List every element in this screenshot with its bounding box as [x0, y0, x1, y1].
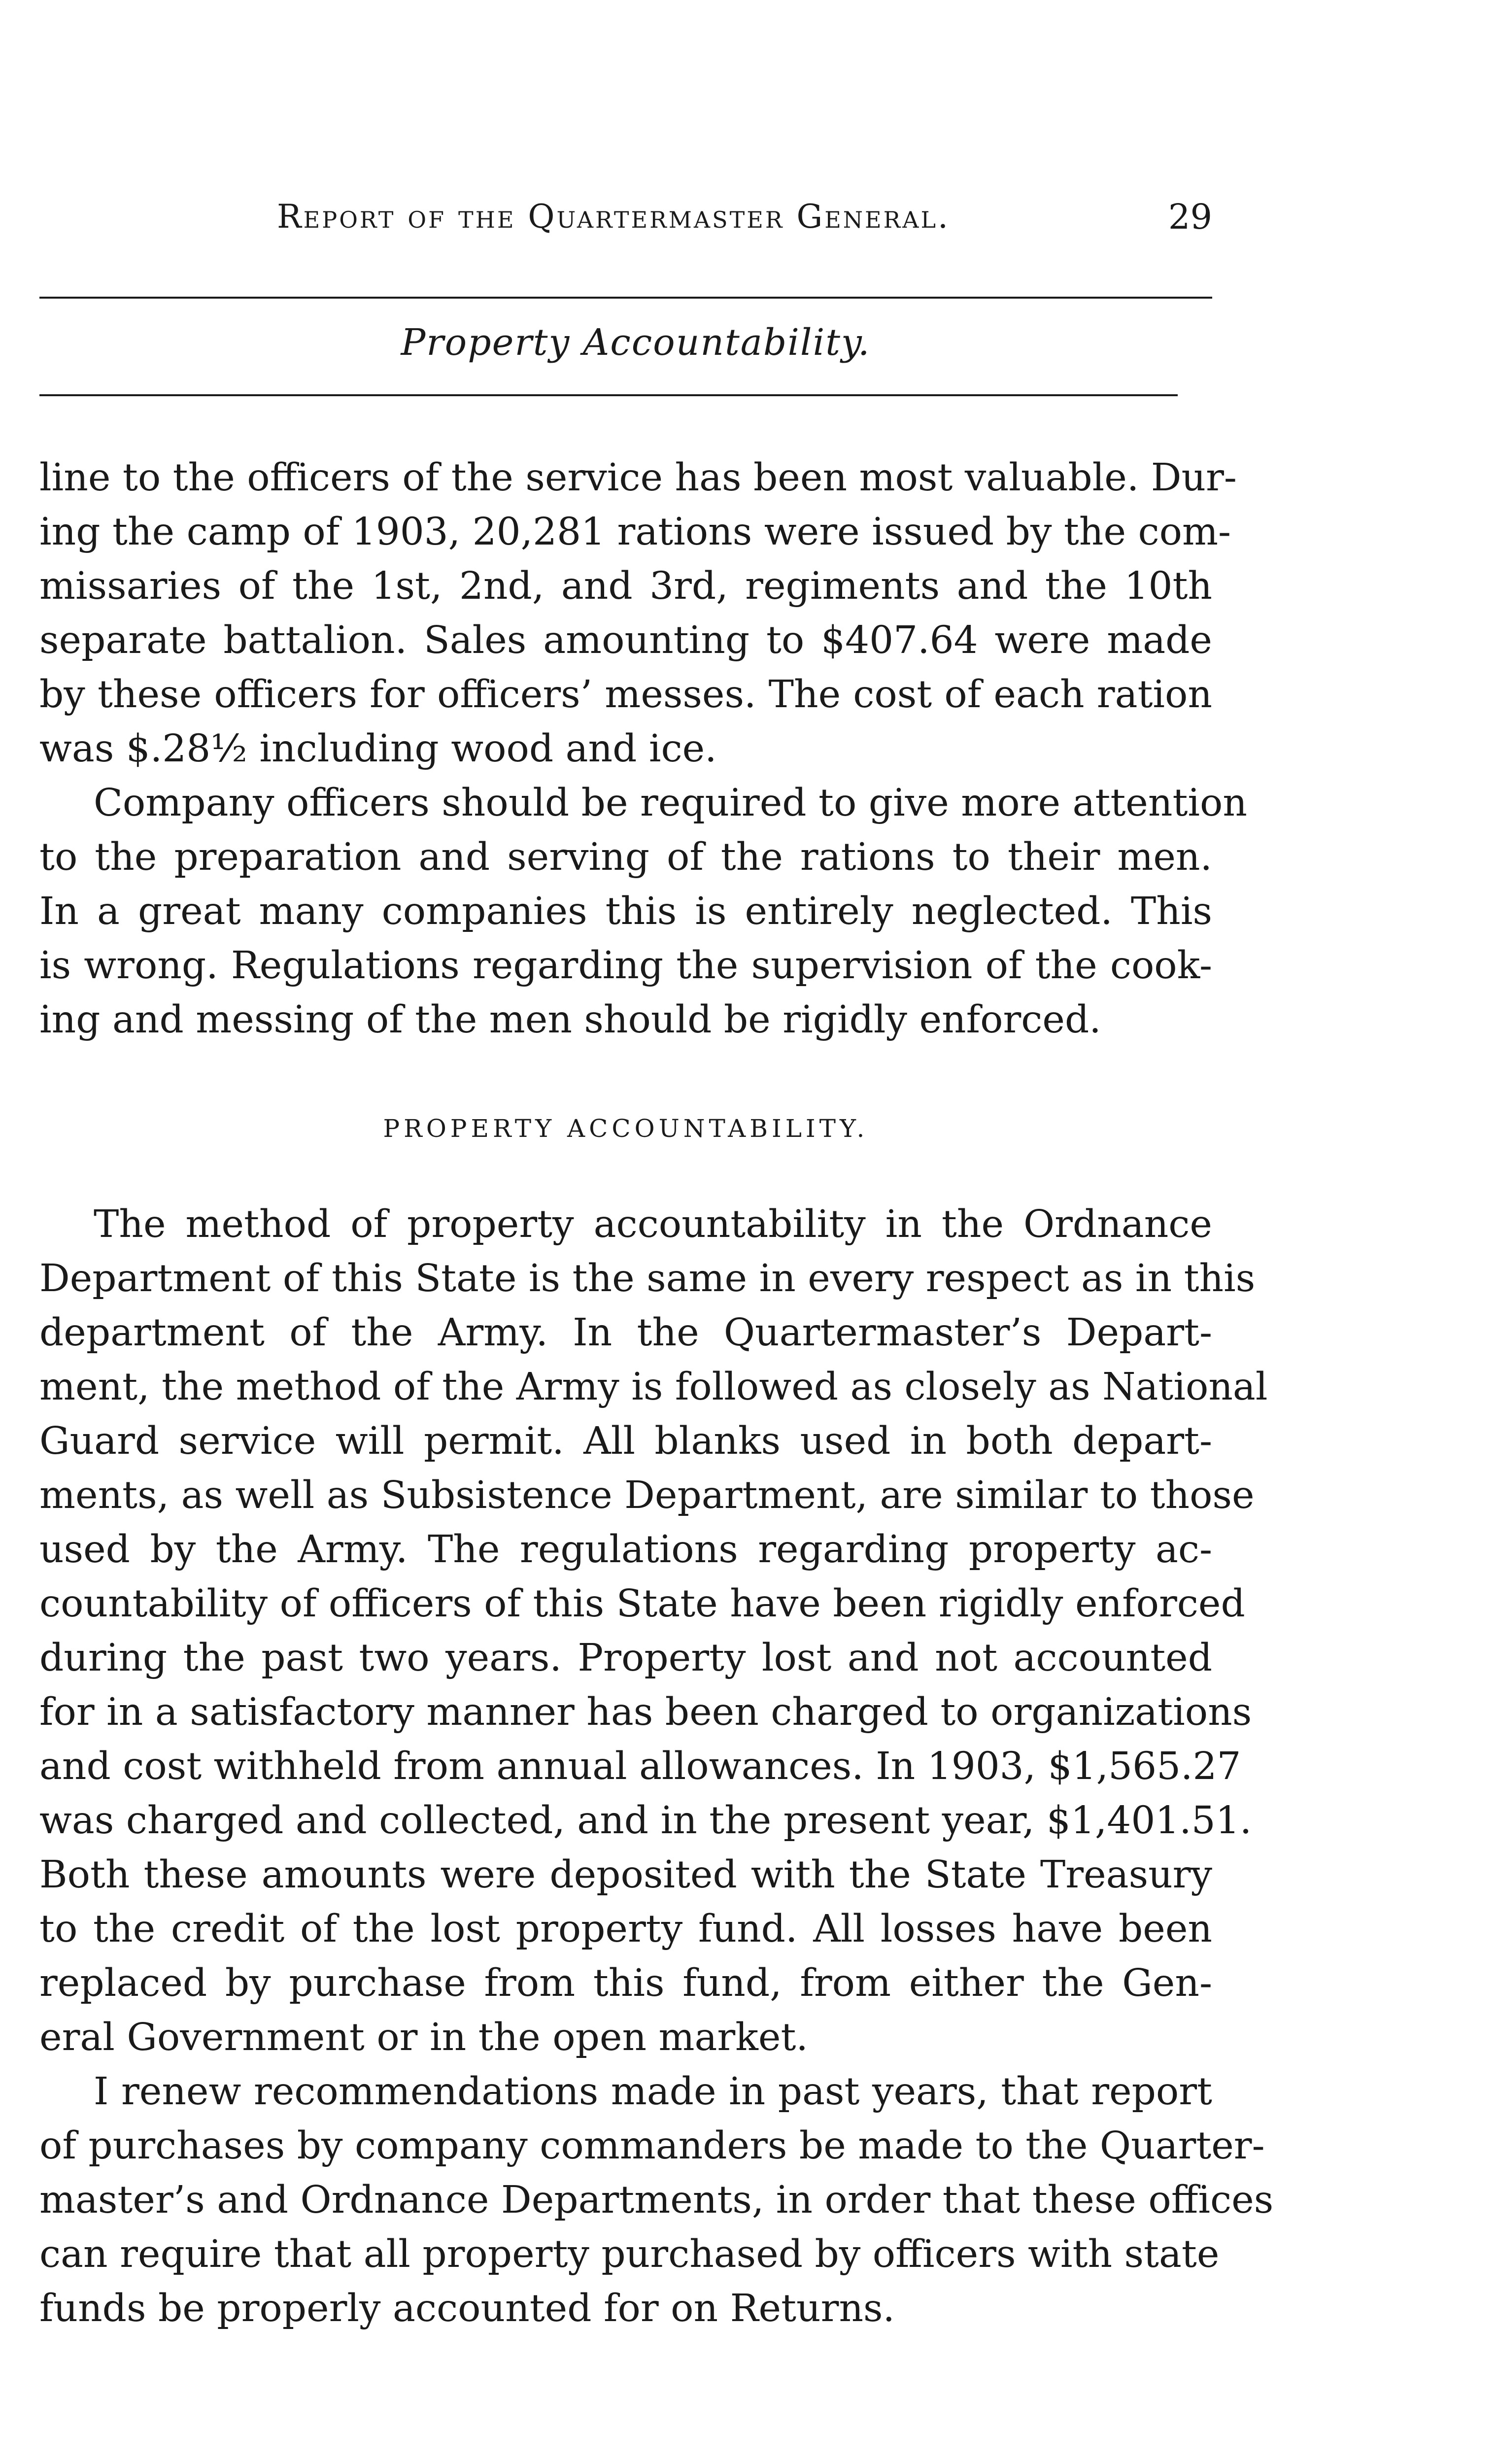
text-line: by these officers for officers’ messes. The cost of each ration — [39, 673, 1212, 717]
text-line: replaced by purchase from this fund, from either the Gen- — [39, 1961, 1212, 2005]
running-head: Report of the Quartermaster General. — [276, 198, 950, 236]
header-rule-top — [39, 297, 1212, 299]
text-line: was $.28½ including wood and ice. — [39, 727, 717, 771]
text-line: can require that all property purchased by officers with state — [39, 2232, 1220, 2276]
text-line: was charged and collected, and in the present year, $1,401.51. — [39, 1799, 1252, 1843]
header-rule-bottom — [39, 394, 1178, 396]
text-line: is wrong. Regulations regarding the supervision of the cook- — [39, 944, 1212, 988]
text-line: line to the officers of the service has been most valuable. Dur- — [39, 456, 1237, 500]
section-paragraphs — [39, 1198, 1274, 2336]
continued-paragraphs — [39, 451, 1247, 1047]
page-number: 29 — [1168, 197, 1212, 237]
text-line: and cost withheld from annual allowances. In 1903, $1,565.27 — [39, 1745, 1241, 1788]
text-line: eral Government or in the open market. — [39, 2016, 808, 2059]
text-line: to the credit of the lost property fund. All losses have been — [39, 1907, 1212, 1951]
text-line: Both these amounts were deposited with the State Treasury — [39, 1853, 1212, 1897]
text-line: missaries of the 1st, 2nd, and 3rd, regiments and the 10th — [39, 564, 1212, 608]
text-line: funds be properly accounted for on Returns. — [39, 2287, 895, 2330]
text-line: department of the Army. In the Quartermaster’s Depart- — [39, 1311, 1212, 1355]
text-line: ing and messing of the men should be rigidly enforced. — [39, 998, 1101, 1042]
text-line: Department of this State is the same in every respect as in this — [39, 1257, 1256, 1300]
text-line: In a great many companies this is entirely neglected. This — [39, 890, 1212, 933]
section-heading: PROPERTY ACCOUNTABILITY. — [383, 1114, 869, 1143]
text-line: Company officers should be required to give more attention — [94, 781, 1247, 825]
text-line: for in a satisfactory manner has been charged to organizations — [39, 1690, 1252, 1734]
text-line: countability of officers of this State have been rigidly enforced — [39, 1582, 1245, 1626]
text-line: during the past two years. Property lost and not accounted — [39, 1636, 1212, 1680]
text-line: The method of property accountability in the Ordnance — [94, 1202, 1212, 1246]
text-line: master’s and Ordnance Departments, in order that these offices — [39, 2178, 1274, 2222]
text-line: ment, the method of the Army is followed as closely as National — [39, 1365, 1268, 1409]
text-line: separate battalion. Sales amounting to $407.64 were made — [39, 618, 1212, 662]
text-line: to the preparation and serving of the rations to their men. — [39, 835, 1212, 879]
text-line: I renew recommendations made in past years, that report — [94, 2070, 1212, 2114]
section-caption: Property Accountability. — [401, 321, 871, 364]
text-line: of purchases by company commanders be made to the Quarter- — [39, 2124, 1265, 2168]
text-line: used by the Army. The regulations regarding property ac- — [39, 1528, 1212, 1572]
text-line: ments, as well as Subsistence Department, are similar to those — [39, 1473, 1255, 1517]
text-line: Guard service will permit. All blanks used in both depart- — [39, 1419, 1212, 1463]
text-line: ing the camp of 1903, 20,281 rations were issued by the com- — [39, 510, 1231, 554]
